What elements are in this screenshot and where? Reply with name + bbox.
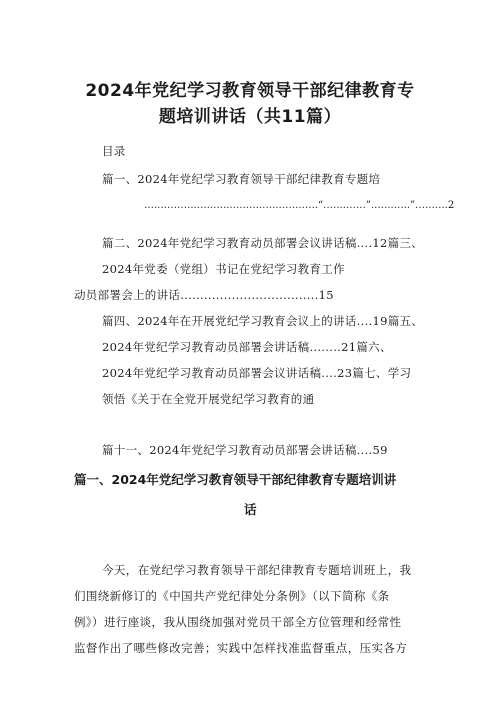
body-line: 例》）进行座谈，我从围绕加强对党员干部全方位管理和经常性 <box>74 615 402 629</box>
toc-entry[interactable]: 2024年党委（党组）书记在党纪学习教育工作 <box>102 262 345 276</box>
document-title-line-2: 题培训讲话（共11篇） <box>158 107 342 127</box>
section-heading-line-1: 篇一、2024年党纪学习教育领导干部纪律教育专题培训讲 <box>74 472 397 487</box>
section-heading-line-2: 话 <box>244 502 257 517</box>
document-title-line-1: 2024年党纪学习教育领导干部纪律教育专 <box>85 81 415 101</box>
toc-entry[interactable]: 篇十一、2024年党纪学习教育动员部署会讲话稿....59 <box>102 443 388 457</box>
toc-label: 目录 <box>102 144 126 158</box>
body-line: 监督作出了哪些修改完善；实践中怎样找准监督重点，压实各方 <box>74 641 408 655</box>
toc-entry[interactable]: 篇二、2024年党纪学习教育动员部署会议讲话稿….12篇三、 <box>102 236 424 250</box>
toc-entry[interactable]: 篇四、2024年在开展党纪学习教育会议上的讲话....19篇五、 <box>102 314 424 328</box>
toc-entry[interactable]: 领悟《关于在全党开展党纪学习教育的通 <box>102 392 315 406</box>
toc-entry[interactable]: 2024年党纪学习教育动员部署会讲话稿........21篇六、 <box>102 340 392 354</box>
toc-entry-leader[interactable]: …..………..…..…..…..…..…..…….…..“.…..….…”..…..…..”.….…..2 <box>144 200 455 211</box>
toc-entry[interactable]: 动员部署会上的讲话...................................15 <box>74 288 334 302</box>
toc-entry[interactable]: 2024年党纪学习教育动员部署会议讲话稿....23篇七、学习 <box>102 366 412 380</box>
body-line: 们围绕新修订的《中国共产党纪律处分条例》（以下简称《条 <box>74 589 390 603</box>
body-line: 今天，在党纪学习教育领导干部纪律教育专题培训班上，我 <box>102 563 412 577</box>
toc-entry[interactable]: 篇一、2024年党纪学习教育领导干部纪律教育专题培 <box>102 172 381 186</box>
